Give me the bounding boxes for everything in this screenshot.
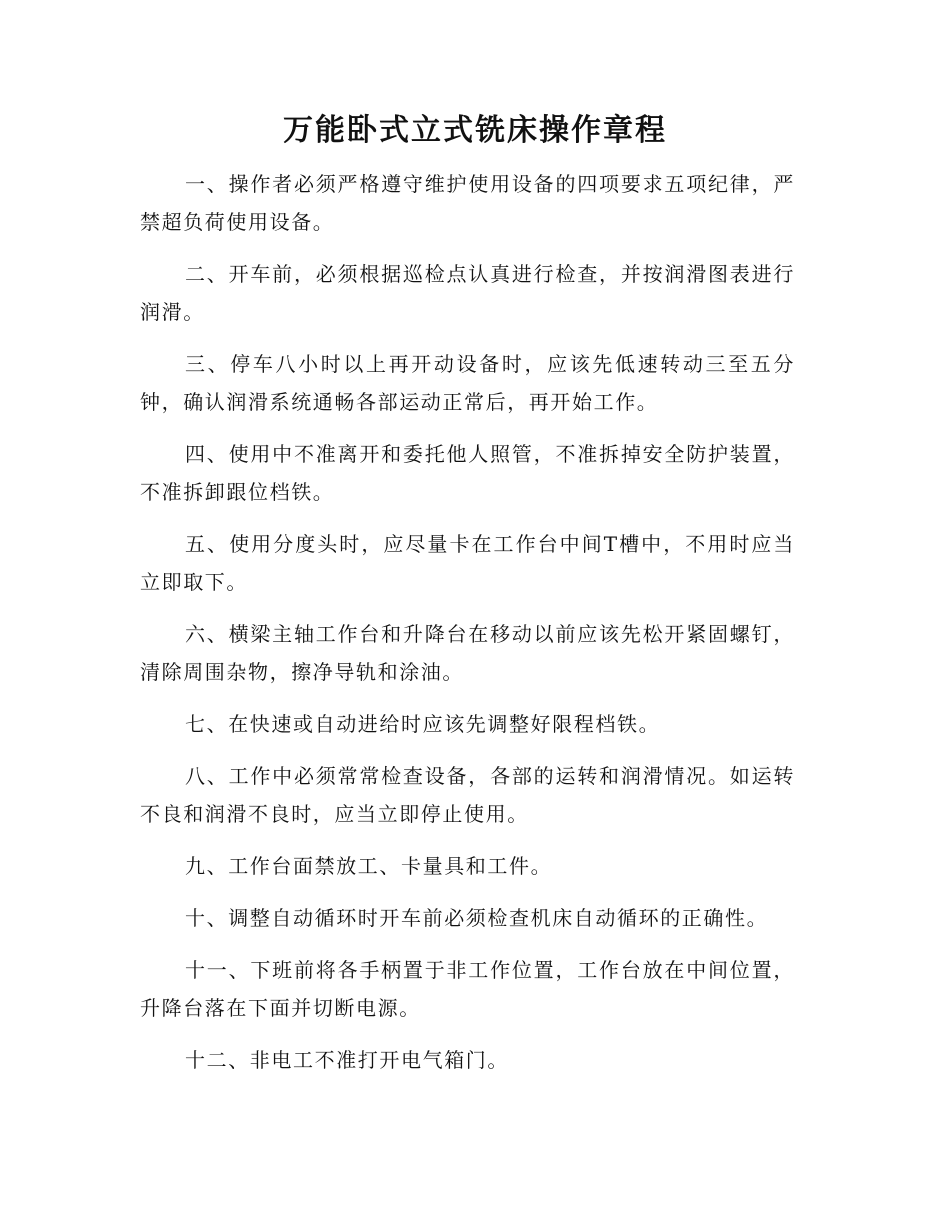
paragraph-1: 一、操作者必须严格遵守维护使用设备的四项要求五项纪律，严禁超负荷使用设备。 (140, 172, 795, 234)
paragraph-7: 七、在快速或自动进给时应该先调整好限程档铁。 (185, 712, 661, 736)
paragraph-8: 八、工作中必须常常检查设备，各部的运转和润滑情况。如运转不良和润滑不良时，应当立即停止使用。 (140, 764, 795, 826)
paragraph-2: 二、开车前，必须根据巡检点认真进行检查，并按润滑图表进行润滑。 (140, 262, 795, 324)
paragraph-5: 五、使用分度头时，应尽量卡在工作台中间T槽中，不用时应当立即取下。 (140, 532, 795, 594)
paragraph-9: 九、工作台面禁放工、卡量具和工件。 (185, 854, 553, 878)
paragraph-11: 十一、下班前将各手柄置于非工作位置，工作台放在中间位置，升降台落在下面并切断电源。 (140, 958, 795, 1020)
paragraph-3: 三、停车八小时以上再开动设备时，应该先低速转动三至五分钟，确认润滑系统通畅各部运动正常后，再开始工作。 (140, 352, 795, 414)
document-body (140, 165, 795, 1093)
paragraph-6: 六、横梁主轴工作台和升降台在移动以前应该先松开紧固螺钉，清除周围杂物，擦净导轨和涂油。 (140, 622, 795, 684)
paragraph-4: 四、使用中不准离开和委托他人照管，不准拆掉安全防护装置，不准拆卸跟位档铁。 (140, 442, 795, 504)
paragraph-10: 十、调整自动循环时开车前必须检查机床自动循环的正确性。 (185, 906, 769, 930)
document-title: 万能卧式立式铣床操作章程 (283, 113, 667, 148)
paragraph-12: 十二、非电工不准打开电气箱门。 (185, 1048, 509, 1072)
